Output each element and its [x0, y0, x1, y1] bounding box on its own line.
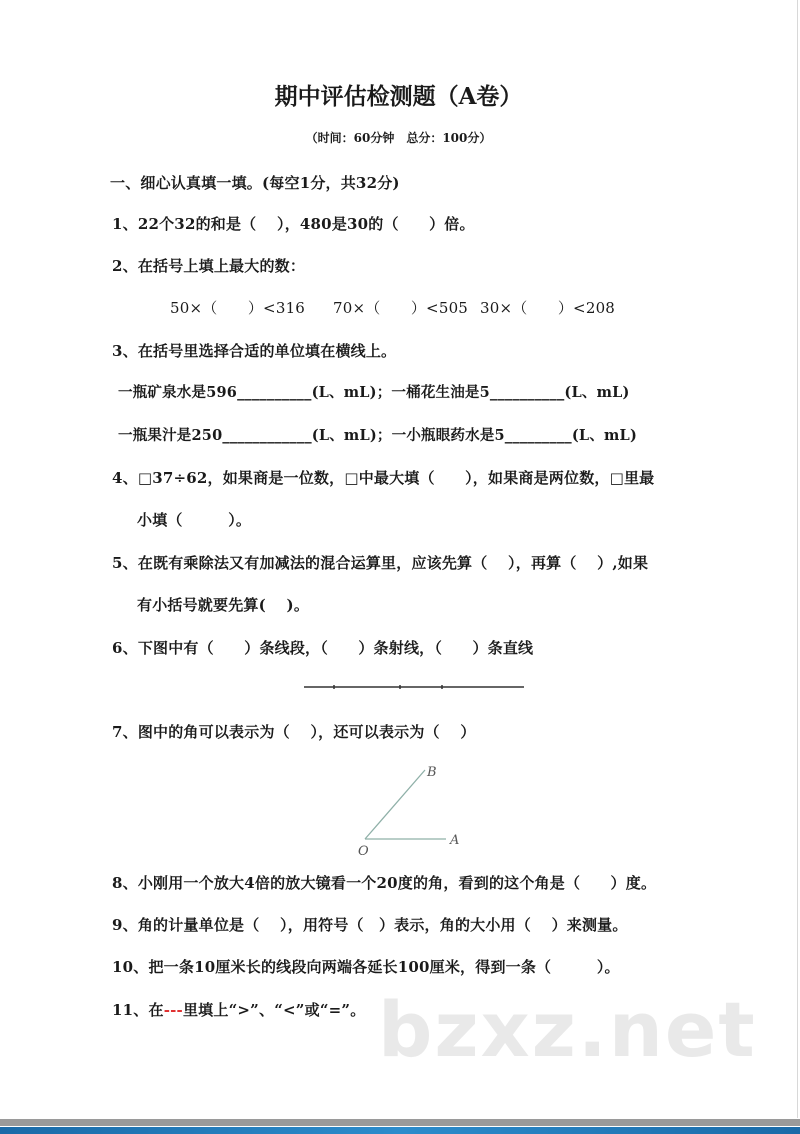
q11-suffix: 里填上“>”、“<”或“=”。	[182, 1001, 366, 1019]
q2-expr-3: 30×（ ）<208	[480, 299, 616, 317]
label-a: A	[450, 833, 460, 848]
q3-row-1: 一瓶矿泉水是596__________(L、mL)；一桶花生油是5__________(L、mL)	[118, 384, 630, 401]
q11-prefix: 11、在	[112, 1001, 164, 1019]
question-4: 4、□37÷62，如果商是一位数，□中最大填（ ），如果商是两位数，□里最	[112, 469, 655, 487]
question-11	[112, 1000, 365, 1020]
question-3: 3、在括号里选择合适的单位填在横线上。	[112, 342, 397, 360]
label-b: B	[427, 765, 437, 780]
question-6: 6、下图中有（ ）条线段，（ ）条射线，（ ）条直线	[112, 639, 534, 657]
question-2: 2、在括号上填上最大的数：	[112, 257, 306, 275]
exam-info: （时间：60分钟 总分：100分）	[305, 131, 492, 145]
question-10: 10、把一条10厘米长的线段向两端各延长100厘米，得到一条（ ）。	[112, 958, 620, 976]
watermark: bzxz.net	[378, 985, 757, 1074]
q3-row-2: 一瓶果汁是250____________(L、mL)；一小瓶眼药水是5_________(L、mL)	[118, 427, 638, 444]
question-9: 9、角的计量单位是（ ），用符号（ ）表示，角的大小用（ ）来测量。	[112, 916, 628, 934]
page-title: 期中评估检测题（A卷）	[274, 83, 523, 110]
question-5: 5、在既有乘除法又有加减法的混合运算里，应该先算（ ），再算（ ）,如果	[112, 554, 649, 572]
question-7: 7、图中的角可以表示为（ ），还可以表示为（ ）	[112, 723, 476, 741]
question-5-cont: 有小括号就要先算( )。	[137, 596, 310, 614]
q2-expr-2: 70×（ ）<505	[333, 299, 469, 317]
viewer-bottom-border	[0, 1119, 800, 1126]
question-1: 1、22个32的和是（ ），480是30的（ ）倍。	[112, 215, 475, 233]
angle-figure	[320, 760, 480, 860]
label-o: O	[358, 844, 369, 859]
q2-expr-1: 50×（ ）<316	[170, 299, 306, 317]
viewer-taskbar	[0, 1127, 800, 1134]
q11-red-blank: ---	[163, 1001, 183, 1019]
question-4-cont: 小填（ ）。	[137, 511, 252, 529]
question-8: 8、小刚用一个放大4倍的放大镜看一个20度的角，看到的这个角是（ ）度。	[112, 874, 657, 892]
line-figure	[300, 680, 530, 694]
section-heading: 一、细心认真填一填。(每空1分，共32分)	[110, 174, 400, 192]
